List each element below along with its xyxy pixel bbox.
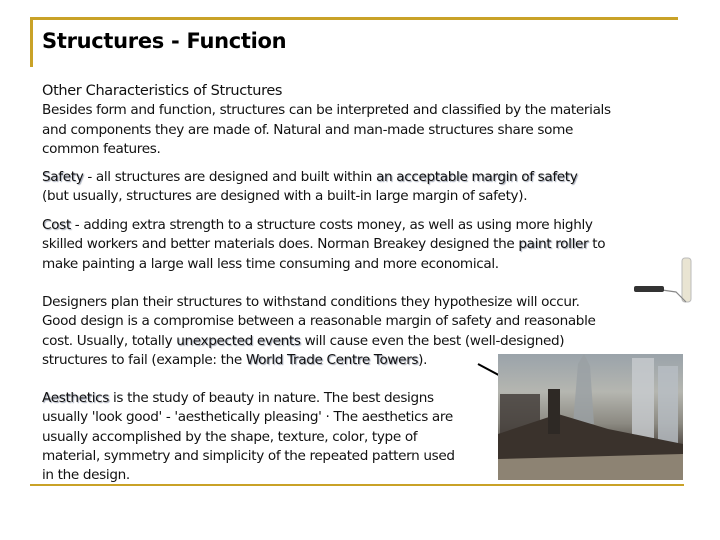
aesthetics-text: material, symmetry and simplicity of the repeated pattern used [42,447,455,464]
intro-section [42,82,611,159]
aesthetics-text: usually accomplished by the shape, texture, color, type of [42,428,418,445]
intro-line: and components they are made of. Natural and man-made structures share some [42,121,574,138]
design-text: structures to fail (example: the [42,351,246,368]
design-text: Designers plan their structures to withstand conditions they hypothesize will occur. [42,294,580,310]
cost-text: to [588,236,606,253]
safety-term: Safety [42,169,84,185]
title-accent-bar [30,17,33,67]
page-title: Structures - Function [42,29,287,53]
unexpected-events-link[interactable]: unexpected events [176,332,301,349]
bottom-rule [30,484,684,486]
cost-text: - adding extra strength to a structure costs money, as well as using more highly [70,217,593,233]
cost-text: make painting a large wall less time consuming and more economical. [42,255,499,272]
top-rule [30,17,678,20]
cost-section [42,216,605,274]
design-text: ). [418,351,428,368]
design-text: will cause even the best (well-designed) [300,332,565,349]
cost-term: Cost [42,217,71,233]
wtc-ruins-photo [498,354,683,480]
subheading: Other Characteristics of Structures [42,83,283,99]
aesthetics-text: usually 'look good' - 'aesthetically pleasing' · The aesthetics are [42,409,453,426]
cost-text: skilled workers and better materials does. Norman Breakey designed the [42,236,519,253]
safety-section [42,168,577,207]
design-text: Good design is a compromise between a reasonable margin of safety and reasonable [42,313,596,330]
aesthetics-term: Aesthetics [42,390,109,406]
aesthetics-text: in the design. [42,467,130,484]
intro-line: common features. [42,140,161,157]
design-text: cost. Usually, totally [42,332,177,349]
margin-of-safety-link[interactable]: an acceptable margin of safety [376,169,578,185]
safety-text: (but usually, structures are designed with a built-in large margin of safety). [42,188,528,205]
paint-roller-image [632,256,702,306]
wtc-link[interactable]: World Trade Centre Towers [245,351,419,368]
aesthetics-section [42,389,455,485]
paint-roller-link[interactable]: paint roller [518,236,589,253]
aesthetics-text: is the study of beauty in nature. The best designs [108,390,434,406]
intro-line: Besides form and function, structures can be interpreted and classified by the materials [42,102,611,119]
safety-text: - all structures are designed and built within [83,169,377,185]
